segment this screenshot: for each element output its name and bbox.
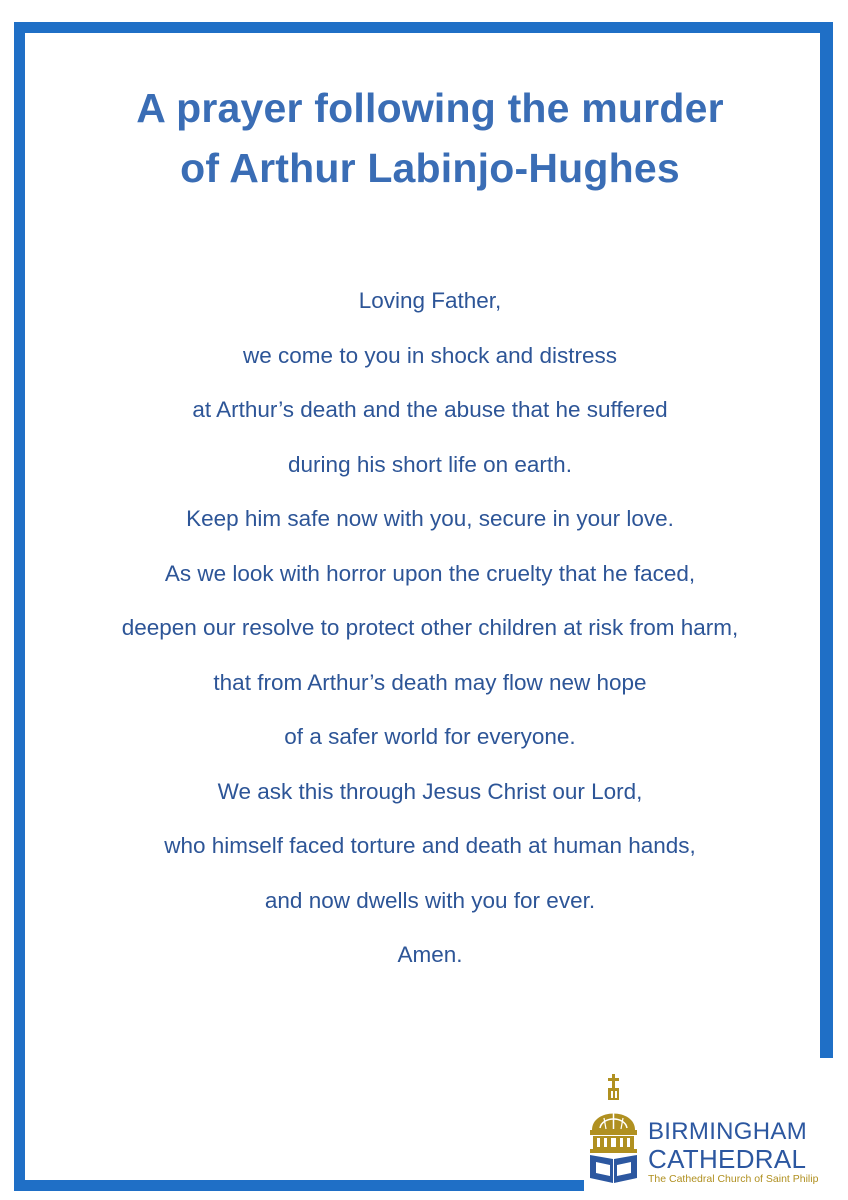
- title-line-2: of Arthur Labinjo-Hughes: [180, 145, 680, 191]
- prayer-line: of a safer world for everyone.: [284, 724, 576, 749]
- logo-name-line-1: BIRMINGHAM: [648, 1118, 807, 1145]
- frame-border-top: [14, 22, 833, 33]
- prayer-line: at Arthur’s death and the abuse that he suffered: [192, 397, 668, 422]
- prayer-line: we come to you in shock and distress: [243, 342, 617, 368]
- prayer-line: that from Arthur’s death may flow new hope: [213, 669, 647, 695]
- prayer-line: We ask this through Jesus Christ our Lord,: [217, 778, 643, 804]
- frame-border-left: [14, 22, 25, 1191]
- prayer-line: deepen our resolve to protect other children at risk from harm,: [121, 615, 739, 640]
- title-line-1: A prayer following the murder: [136, 85, 724, 131]
- prayer-line: As we look with horror upon the cruelty that he faced,: [164, 560, 696, 586]
- logo-name-line-2: CATHEDRAL: [648, 1144, 807, 1174]
- frame-border-bottom: [14, 1180, 584, 1191]
- page-title: [30, 78, 830, 198]
- prayer-line: Loving Father,: [358, 288, 502, 313]
- cathedral-logo: [584, 1072, 834, 1184]
- prayer-line: Keep him safe now with you, secure in your love.: [186, 506, 674, 531]
- prayer-line: who himself faced torture and death at human hands,: [164, 833, 696, 858]
- cathedral-dome-icon: [584, 1072, 644, 1184]
- prayer-line: during his short life on earth.: [288, 451, 572, 477]
- prayer-text: [30, 274, 830, 983]
- prayer-line: Amen.: [397, 942, 463, 967]
- prayer-line: and now dwells with you for ever.: [264, 887, 596, 913]
- logo-subtitle: The Cathedral Church of Saint Philip: [648, 1173, 819, 1185]
